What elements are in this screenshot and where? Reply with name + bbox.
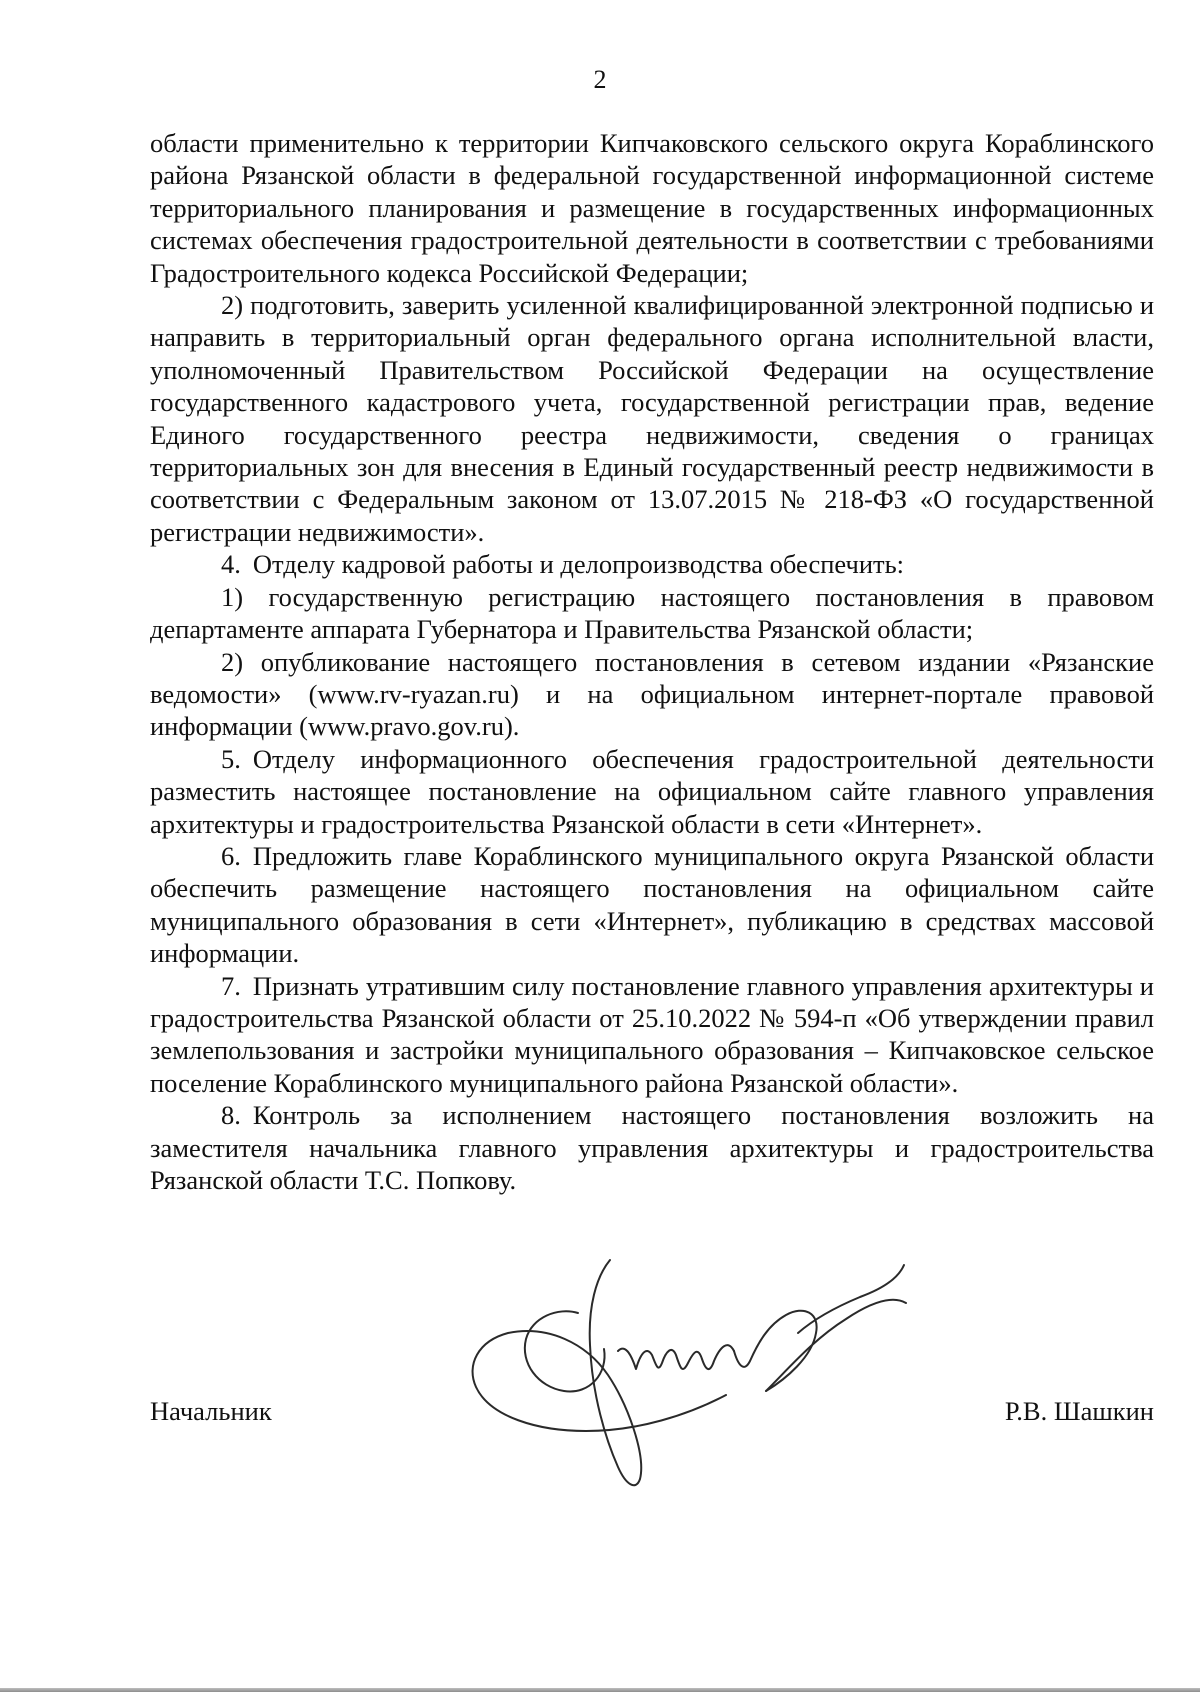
item-number: 8.: [221, 1100, 241, 1131]
signature-block: [150, 1395, 1154, 1435]
paragraph-item-5: [150, 743, 1154, 840]
paragraph-item-8: [150, 1099, 1154, 1196]
paragraph-text: Отделу информационного обеспечения градостроительной деятельности разместить настоящее постановление на официальном сайте главного управления архитектуры и градостроительства Рязанской области в сети «Интернет».: [150, 743, 1154, 839]
paragraph-text: Контроль за исполнением настоящего постановления возложить на заместителя начальника главного управления архитектуры и градостроительства Рязанской области Т.С. Попкову.: [150, 1100, 1154, 1195]
item-number: 4.: [221, 549, 241, 580]
paragraph-text: 2) подготовить, заверить усиленной квалифицированной электронной подписью и направить в территориальный орган федерального органа исполнительной власти, уполномоченный Правительством Российской Федерации на осуществление государственного кадастрового учета, государственной регистрации прав, ведение Единого государственного реестра недвижимости, сведения о границах территориальных зон для внесения в Единый государственный реестр недвижимости в соответствии с Федеральным законом от 13.07.2015 № 218-ФЗ «О государственной регистрации недвижимости».: [150, 290, 1154, 547]
paragraph-text: 2) опубликование настоящего постановления в сетевом издании «Рязанские ведомости» (www.rv-ryazan.ru) и на официальном интернет-портале правовой информации (www.pravo.gov.ru).: [150, 646, 1154, 742]
paragraph-4-1: [150, 581, 1154, 646]
paragraph-1: [150, 127, 1154, 289]
paragraph-text: Отделу кадровой работы и делопроизводства обеспечить:: [252, 549, 905, 580]
page-number: 2: [593, 65, 607, 94]
paragraph-item-4: [150, 548, 1154, 580]
handwritten-signature: [468, 1255, 938, 1500]
signatory-title: Начальник: [150, 1396, 272, 1426]
document-body: [150, 127, 1154, 1196]
paragraph-4-2: [150, 646, 1154, 743]
paragraph-text: Признать утратившим силу постановление главного управления архитектуры и градостроительства Рязанской области от 25.10.2022 № 594-п «Об утверждении правил землепользования и застройки муниципального образования – Кипчаковское сельское поселение Кораблинского муниципального района Рязанской области».: [150, 970, 1154, 1098]
item-number: 7.: [221, 970, 241, 1001]
item-number: 6.: [221, 840, 241, 871]
item-number: 5.: [221, 743, 241, 774]
signatory-name: Р.В. Шашкин: [1004, 1396, 1154, 1426]
paragraph-item-6: [150, 840, 1154, 970]
paragraph-text: области применительно к территории Кипчаковского сельского округа Кораблинского района Рязанской области в федеральной государственной информационной системе территориального планирования и размещение в государственных информационных системах обеспечения градостроительной деятельности в соответствии с требованиями Градостроительного кодекса Российской Федерации;: [150, 128, 1154, 288]
paragraph-text: 1) государственную регистрацию настоящего постановления в правовом департаменте аппарата Губернатора и Правительства Рязанской области;: [150, 581, 1154, 645]
page-bottom-edge: [0, 1688, 1200, 1692]
paragraph-text: Предложить главе Кораблинского муниципального округа Рязанской области обеспечить размещение настоящего постановления на официальном сайте муниципального образования в сети «Интернет», публикацию в средствах массовой информации.: [150, 840, 1154, 969]
paragraph-2: [150, 289, 1154, 548]
paragraph-item-7: [150, 970, 1154, 1100]
